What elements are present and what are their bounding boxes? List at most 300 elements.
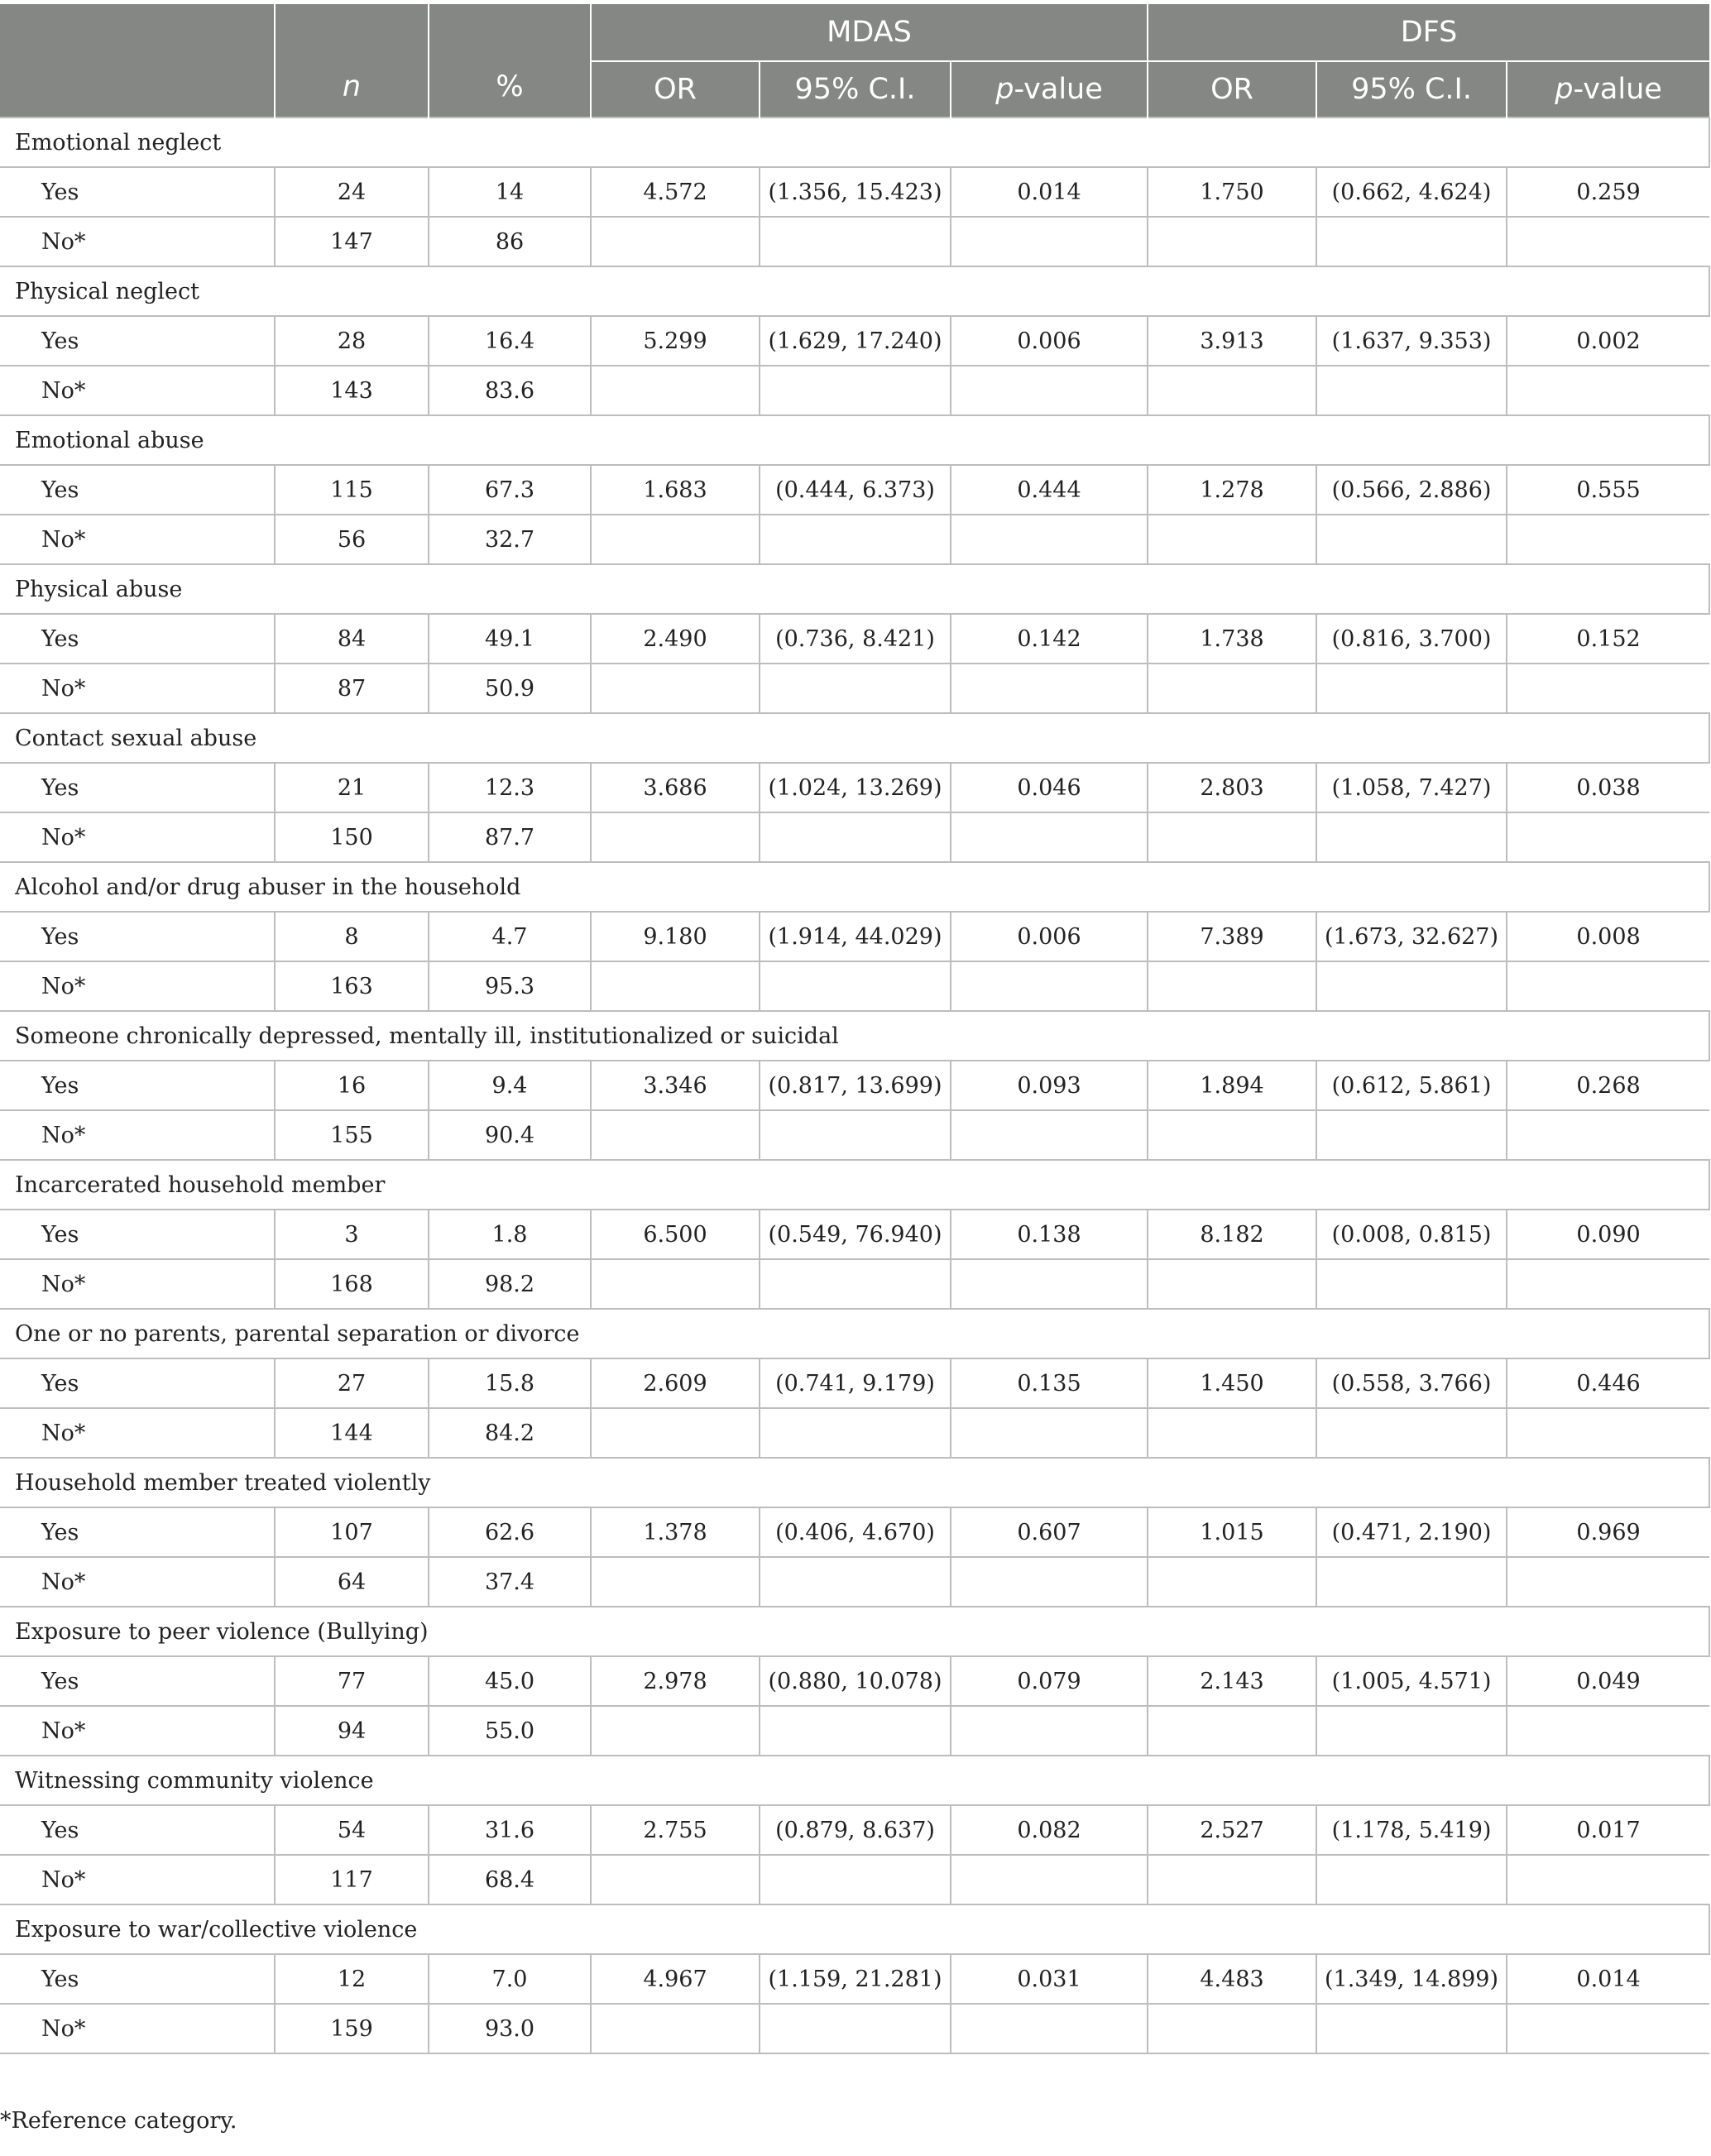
category-row: [0, 1607, 1709, 1656]
mdas-or-cell: [591, 1706, 760, 1756]
mdas-p-cell: [951, 812, 1148, 862]
dfs-p-cell: [1507, 515, 1709, 564]
dfs-or-cell: 1.894: [1148, 1061, 1316, 1110]
dfs-or-cell: 3.913: [1148, 316, 1316, 366]
row-label: No*: [0, 1110, 275, 1160]
mdas-or-cell: [591, 1110, 760, 1160]
table-row-yes: [0, 167, 1709, 217]
mdas-or-cell: [591, 812, 760, 862]
table-row-no: [0, 664, 1709, 713]
category-label: Contact sexual abuse: [0, 713, 1709, 763]
percent-cell: 15.8: [429, 1358, 591, 1408]
dfs-or-cell: [1148, 812, 1316, 862]
mdas-or-cell: 2.609: [591, 1358, 760, 1408]
dfs-or-cell: 1.015: [1148, 1507, 1316, 1557]
mdas-p-cell: [951, 1408, 1148, 1458]
mdas-p-cell: 0.079: [951, 1656, 1148, 1706]
mdas-ci-cell: (1.159, 21.281): [760, 1954, 951, 2004]
percent-cell: 31.6: [429, 1805, 591, 1855]
category-row: [0, 1756, 1709, 1805]
row-label: No*: [0, 961, 275, 1011]
row-label: Yes: [0, 316, 275, 366]
mdas-or-cell: 3.346: [591, 1061, 760, 1110]
row-label: No*: [0, 1259, 275, 1309]
dfs-ci-cell: [1316, 366, 1507, 415]
mdas-ci-cell: (0.406, 4.670): [760, 1507, 951, 1557]
dfs-ci-cell: [1316, 1259, 1507, 1309]
dfs-p-cell: 0.049: [1507, 1656, 1709, 1706]
table-row-yes: [0, 465, 1709, 515]
row-label: Yes: [0, 1954, 275, 2004]
dfs-ci-cell: (0.662, 4.624): [1316, 167, 1507, 217]
mdas-ci-cell: [760, 217, 951, 266]
mdas-ci-cell: [760, 1557, 951, 1607]
count-cell: 8: [275, 912, 429, 961]
mdas-or-cell: 1.378: [591, 1507, 760, 1557]
row-label: Yes: [0, 1656, 275, 1706]
dfs-p-cell: 0.152: [1507, 614, 1709, 664]
dfs-ci-cell: [1316, 1408, 1507, 1458]
count-cell: 27: [275, 1358, 429, 1408]
percent-cell: 49.1: [429, 614, 591, 664]
count-cell: 12: [275, 1954, 429, 2004]
count-cell: 77: [275, 1656, 429, 1706]
dfs-p-cell: 0.038: [1507, 763, 1709, 812]
mdas-or-cell: 2.490: [591, 614, 760, 664]
mdas-ci-cell: (1.914, 44.029): [760, 912, 951, 961]
category-row: [0, 564, 1709, 614]
table-row-no: [0, 1110, 1709, 1160]
mdas-p-cell: 0.082: [951, 1805, 1148, 1855]
count-cell: 24: [275, 167, 429, 217]
table-row-yes: [0, 763, 1709, 812]
category-row: [0, 1309, 1709, 1358]
table-row-yes: [0, 912, 1709, 961]
row-label: No*: [0, 664, 275, 713]
mdas-or-cell: [591, 1259, 760, 1309]
mdas-or-cell: 1.683: [591, 465, 760, 515]
dfs-ci-cell: (1.058, 7.427): [1316, 763, 1507, 812]
mdas-or-cell: [591, 1557, 760, 1607]
header-percent: %: [429, 4, 591, 117]
mdas-p-cell: [951, 515, 1148, 564]
table-row-no: [0, 1259, 1709, 1309]
dfs-ci-cell: [1316, 812, 1507, 862]
percent-cell: 86: [429, 217, 591, 266]
count-cell: 107: [275, 1507, 429, 1557]
mdas-ci-cell: [760, 1408, 951, 1458]
percent-cell: 12.3: [429, 763, 591, 812]
dfs-p-cell: 0.969: [1507, 1507, 1709, 1557]
mdas-or-cell: 4.572: [591, 167, 760, 217]
category-row: [0, 713, 1709, 763]
dfs-ci-cell: (0.471, 2.190): [1316, 1507, 1507, 1557]
category-row: [0, 862, 1709, 912]
mdas-p-cell: [951, 2004, 1148, 2053]
mdas-or-cell: [591, 961, 760, 1011]
dfs-ci-cell: [1316, 1706, 1507, 1756]
count-cell: 3: [275, 1210, 429, 1259]
mdas-or-cell: [591, 1408, 760, 1458]
count-cell: 147: [275, 217, 429, 266]
category-row: [0, 1904, 1709, 1954]
percent-cell: 14: [429, 167, 591, 217]
table-body: [0, 117, 1709, 2053]
mdas-p-cell: [951, 664, 1148, 713]
table-row-no: [0, 217, 1709, 266]
category-row: [0, 117, 1709, 167]
mdas-ci-cell: (0.817, 13.699): [760, 1061, 951, 1110]
row-label: No*: [0, 1706, 275, 1756]
table-row-yes: [0, 614, 1709, 664]
percent-cell: 9.4: [429, 1061, 591, 1110]
mdas-p-cell: 0.444: [951, 465, 1148, 515]
count-cell: 115: [275, 465, 429, 515]
count-cell: 150: [275, 812, 429, 862]
dfs-ci-cell: (0.612, 5.861): [1316, 1061, 1507, 1110]
table-row-yes: [0, 1358, 1709, 1408]
dfs-ci-cell: (0.008, 0.815): [1316, 1210, 1507, 1259]
dfs-p-cell: 0.017: [1507, 1805, 1709, 1855]
dfs-or-cell: [1148, 366, 1316, 415]
dfs-ci-cell: [1316, 2004, 1507, 2053]
dfs-or-cell: [1148, 1110, 1316, 1160]
dfs-or-cell: 7.389: [1148, 912, 1316, 961]
mdas-p-cell: 0.138: [951, 1210, 1148, 1259]
percent-cell: 1.8: [429, 1210, 591, 1259]
dfs-ci-cell: (1.673, 32.627): [1316, 912, 1507, 961]
dfs-or-cell: [1148, 664, 1316, 713]
percent-cell: 7.0: [429, 1954, 591, 2004]
percent-cell: 16.4: [429, 316, 591, 366]
mdas-p-cell: 0.607: [951, 1507, 1148, 1557]
table-row-no: [0, 1855, 1709, 1904]
mdas-p-cell: [951, 1855, 1148, 1904]
dfs-p-cell: [1507, 1110, 1709, 1160]
table-row-yes: [0, 1805, 1709, 1855]
table-row-yes: [0, 316, 1709, 366]
dfs-ci-cell: (0.558, 3.766): [1316, 1358, 1507, 1408]
count-cell: 56: [275, 515, 429, 564]
count-cell: 28: [275, 316, 429, 366]
dfs-p-cell: [1507, 812, 1709, 862]
row-label: No*: [0, 1855, 275, 1904]
dfs-p-cell: [1507, 664, 1709, 713]
mdas-p-cell: 0.031: [951, 1954, 1148, 2004]
mdas-ci-cell: [760, 515, 951, 564]
table-header: [0, 4, 1709, 117]
dfs-p-cell: 0.446: [1507, 1358, 1709, 1408]
dfs-or-cell: 4.483: [1148, 1954, 1316, 2004]
mdas-or-cell: 2.755: [591, 1805, 760, 1855]
table-row-yes: [0, 1061, 1709, 1110]
dfs-or-cell: 2.527: [1148, 1805, 1316, 1855]
mdas-or-cell: [591, 2004, 760, 2053]
dfs-ci-cell: (1.005, 4.571): [1316, 1656, 1507, 1706]
dfs-p-cell: 0.014: [1507, 1954, 1709, 2004]
count-cell: 16: [275, 1061, 429, 1110]
percent-cell: 62.6: [429, 1507, 591, 1557]
row-label: No*: [0, 812, 275, 862]
table-row-no: [0, 1557, 1709, 1607]
category-row: [0, 415, 1709, 465]
row-label: Yes: [0, 1210, 275, 1259]
mdas-or-cell: 3.686: [591, 763, 760, 812]
mdas-ci-cell: (0.879, 8.637): [760, 1805, 951, 1855]
percent-cell: 67.3: [429, 465, 591, 515]
mdas-p-cell: [951, 1706, 1148, 1756]
mdas-p-cell: 0.046: [951, 763, 1148, 812]
table-row-yes: [0, 1507, 1709, 1557]
mdas-or-cell: [591, 217, 760, 266]
row-label: Yes: [0, 763, 275, 812]
header-n: n: [275, 4, 429, 117]
percent-cell: 55.0: [429, 1706, 591, 1756]
dfs-p-cell: [1507, 1855, 1709, 1904]
dfs-or-cell: [1148, 961, 1316, 1011]
row-label: Yes: [0, 1061, 275, 1110]
mdas-ci-cell: [760, 664, 951, 713]
dfs-p-cell: 0.002: [1507, 316, 1709, 366]
mdas-ci-cell: [760, 1110, 951, 1160]
category-label: Emotional abuse: [0, 415, 1709, 465]
header-dfs-p: p-value: [1507, 61, 1709, 117]
category-label: Physical neglect: [0, 266, 1709, 316]
percent-cell: 68.4: [429, 1855, 591, 1904]
table-row-yes: [0, 1210, 1709, 1259]
mdas-p-cell: [951, 1557, 1148, 1607]
count-cell: 117: [275, 1855, 429, 1904]
row-label: Yes: [0, 1358, 275, 1408]
mdas-p-cell: [951, 961, 1148, 1011]
dfs-or-cell: 2.143: [1148, 1656, 1316, 1706]
percent-cell: 83.6: [429, 366, 591, 415]
dfs-p-cell: 0.555: [1507, 465, 1709, 515]
dfs-ci-cell: (0.816, 3.700): [1316, 614, 1507, 664]
footnote: *Reference category.: [0, 2108, 237, 2134]
category-label: Household member treated violently: [0, 1458, 1709, 1507]
header-dfs-ci: 95% C.I.: [1316, 61, 1507, 117]
percent-cell: 95.3: [429, 961, 591, 1011]
dfs-ci-cell: [1316, 1855, 1507, 1904]
mdas-ci-cell: [760, 1706, 951, 1756]
count-cell: 163: [275, 961, 429, 1011]
table-container: [0, 4, 1709, 2054]
mdas-p-cell: 0.006: [951, 316, 1148, 366]
dfs-ci-cell: [1316, 961, 1507, 1011]
percent-cell: 84.2: [429, 1408, 591, 1458]
mdas-ci-cell: (0.549, 76.940): [760, 1210, 951, 1259]
dfs-p-cell: [1507, 366, 1709, 415]
table-row-no: [0, 812, 1709, 862]
dfs-or-cell: [1148, 1259, 1316, 1309]
mdas-or-cell: [591, 664, 760, 713]
header-mdas-or: OR: [591, 61, 760, 117]
percent-cell: 45.0: [429, 1656, 591, 1706]
mdas-ci-cell: (0.880, 10.078): [760, 1656, 951, 1706]
results-table: [0, 4, 1710, 2054]
dfs-or-cell: 1.278: [1148, 465, 1316, 515]
dfs-or-cell: [1148, 1706, 1316, 1756]
row-label: Yes: [0, 167, 275, 217]
category-label: Incarcerated household member: [0, 1160, 1709, 1210]
header-mdas-ci: 95% C.I.: [760, 61, 951, 117]
count-cell: 143: [275, 366, 429, 415]
row-label: No*: [0, 515, 275, 564]
row-label: No*: [0, 366, 275, 415]
category-row: [0, 1458, 1709, 1507]
dfs-p-cell: [1507, 1557, 1709, 1607]
count-cell: 21: [275, 763, 429, 812]
header-dfs-or: OR: [1148, 61, 1316, 117]
dfs-p-cell: [1507, 217, 1709, 266]
dfs-ci-cell: [1316, 1110, 1507, 1160]
row-label: No*: [0, 1408, 275, 1458]
row-label: Yes: [0, 1507, 275, 1557]
mdas-ci-cell: [760, 1855, 951, 1904]
mdas-or-cell: [591, 1855, 760, 1904]
table-row-no: [0, 366, 1709, 415]
percent-cell: 98.2: [429, 1259, 591, 1309]
mdas-ci-cell: [760, 812, 951, 862]
header-blank: [0, 4, 275, 117]
dfs-ci-cell: (0.566, 2.886): [1316, 465, 1507, 515]
percent-cell: 93.0: [429, 2004, 591, 2053]
category-row: [0, 266, 1709, 316]
table-row-no: [0, 1408, 1709, 1458]
dfs-p-cell: [1507, 2004, 1709, 2053]
mdas-ci-cell: (1.024, 13.269): [760, 763, 951, 812]
dfs-p-cell: [1507, 1259, 1709, 1309]
category-label: Witnessing community violence: [0, 1756, 1709, 1805]
count-cell: 155: [275, 1110, 429, 1160]
row-label: Yes: [0, 465, 275, 515]
mdas-p-cell: 0.093: [951, 1061, 1148, 1110]
dfs-or-cell: [1148, 1408, 1316, 1458]
mdas-ci-cell: [760, 366, 951, 415]
row-label: No*: [0, 217, 275, 266]
header-group-mdas: MDAS: [591, 4, 1148, 61]
dfs-ci-cell: [1316, 217, 1507, 266]
table-row-no: [0, 515, 1709, 564]
category-label: Exposure to peer violence (Bullying): [0, 1607, 1709, 1656]
count-cell: 64: [275, 1557, 429, 1607]
row-label: Yes: [0, 912, 275, 961]
percent-cell: 90.4: [429, 1110, 591, 1160]
mdas-or-cell: 5.299: [591, 316, 760, 366]
mdas-p-cell: [951, 366, 1148, 415]
category-row: [0, 1160, 1709, 1210]
mdas-p-cell: [951, 217, 1148, 266]
category-label: Physical abuse: [0, 564, 1709, 614]
table-row-no: [0, 961, 1709, 1011]
count-cell: 94: [275, 1706, 429, 1756]
dfs-p-cell: 0.268: [1507, 1061, 1709, 1110]
table-row-yes: [0, 1656, 1709, 1706]
dfs-or-cell: [1148, 515, 1316, 564]
mdas-ci-cell: (0.444, 6.373): [760, 465, 951, 515]
category-label: Exposure to war/collective violence: [0, 1904, 1709, 1954]
mdas-p-cell: 0.135: [951, 1358, 1148, 1408]
dfs-or-cell: [1148, 2004, 1316, 2053]
mdas-p-cell: 0.006: [951, 912, 1148, 961]
dfs-or-cell: 1.750: [1148, 167, 1316, 217]
mdas-or-cell: 2.978: [591, 1656, 760, 1706]
row-label: Yes: [0, 1805, 275, 1855]
category-label: Someone chronically depressed, mentally ill, institutionalized or suicidal: [0, 1011, 1709, 1061]
mdas-or-cell: [591, 515, 760, 564]
mdas-p-cell: 0.142: [951, 614, 1148, 664]
mdas-ci-cell: [760, 2004, 951, 2053]
table-row-no: [0, 2004, 1709, 2053]
percent-cell: 87.7: [429, 812, 591, 862]
mdas-ci-cell: (1.356, 15.423): [760, 167, 951, 217]
row-label: Yes: [0, 614, 275, 664]
dfs-ci-cell: (1.178, 5.419): [1316, 1805, 1507, 1855]
dfs-ci-cell: (1.349, 14.899): [1316, 1954, 1507, 2004]
mdas-or-cell: 9.180: [591, 912, 760, 961]
mdas-or-cell: 6.500: [591, 1210, 760, 1259]
count-cell: 144: [275, 1408, 429, 1458]
mdas-p-cell: [951, 1259, 1148, 1309]
header-mdas-p: p-value: [951, 61, 1148, 117]
count-cell: 87: [275, 664, 429, 713]
dfs-p-cell: [1507, 1706, 1709, 1756]
dfs-or-cell: 2.803: [1148, 763, 1316, 812]
dfs-p-cell: 0.259: [1507, 167, 1709, 217]
mdas-ci-cell: (0.736, 8.421): [760, 614, 951, 664]
dfs-or-cell: 1.450: [1148, 1358, 1316, 1408]
table-row-yes: [0, 1954, 1709, 2004]
dfs-or-cell: 1.738: [1148, 614, 1316, 664]
percent-cell: 32.7: [429, 515, 591, 564]
dfs-or-cell: [1148, 1855, 1316, 1904]
dfs-p-cell: 0.008: [1507, 912, 1709, 961]
category-label: Alcohol and/or drug abuser in the household: [0, 862, 1709, 912]
dfs-or-cell: [1148, 217, 1316, 266]
percent-cell: 4.7: [429, 912, 591, 961]
mdas-or-cell: 4.967: [591, 1954, 760, 2004]
table-row-no: [0, 1706, 1709, 1756]
mdas-ci-cell: [760, 961, 951, 1011]
dfs-ci-cell: (1.637, 9.353): [1316, 316, 1507, 366]
dfs-p-cell: 0.090: [1507, 1210, 1709, 1259]
row-label: No*: [0, 1557, 275, 1607]
dfs-or-cell: [1148, 1557, 1316, 1607]
row-label: No*: [0, 2004, 275, 2053]
dfs-ci-cell: [1316, 664, 1507, 713]
mdas-p-cell: [951, 1110, 1148, 1160]
mdas-p-cell: 0.014: [951, 167, 1148, 217]
percent-cell: 37.4: [429, 1557, 591, 1607]
count-cell: 168: [275, 1259, 429, 1309]
category-row: [0, 1011, 1709, 1061]
dfs-p-cell: [1507, 961, 1709, 1011]
count-cell: 54: [275, 1805, 429, 1855]
category-label: One or no parents, parental separation or divorce: [0, 1309, 1709, 1358]
category-label: Emotional neglect: [0, 117, 1709, 167]
header-group-dfs: DFS: [1148, 4, 1709, 61]
dfs-p-cell: [1507, 1408, 1709, 1458]
percent-cell: 50.9: [429, 664, 591, 713]
mdas-ci-cell: (1.629, 17.240): [760, 316, 951, 366]
count-cell: 159: [275, 2004, 429, 2053]
dfs-ci-cell: [1316, 1557, 1507, 1607]
mdas-ci-cell: [760, 1259, 951, 1309]
mdas-ci-cell: (0.741, 9.179): [760, 1358, 951, 1408]
dfs-or-cell: 8.182: [1148, 1210, 1316, 1259]
count-cell: 84: [275, 614, 429, 664]
